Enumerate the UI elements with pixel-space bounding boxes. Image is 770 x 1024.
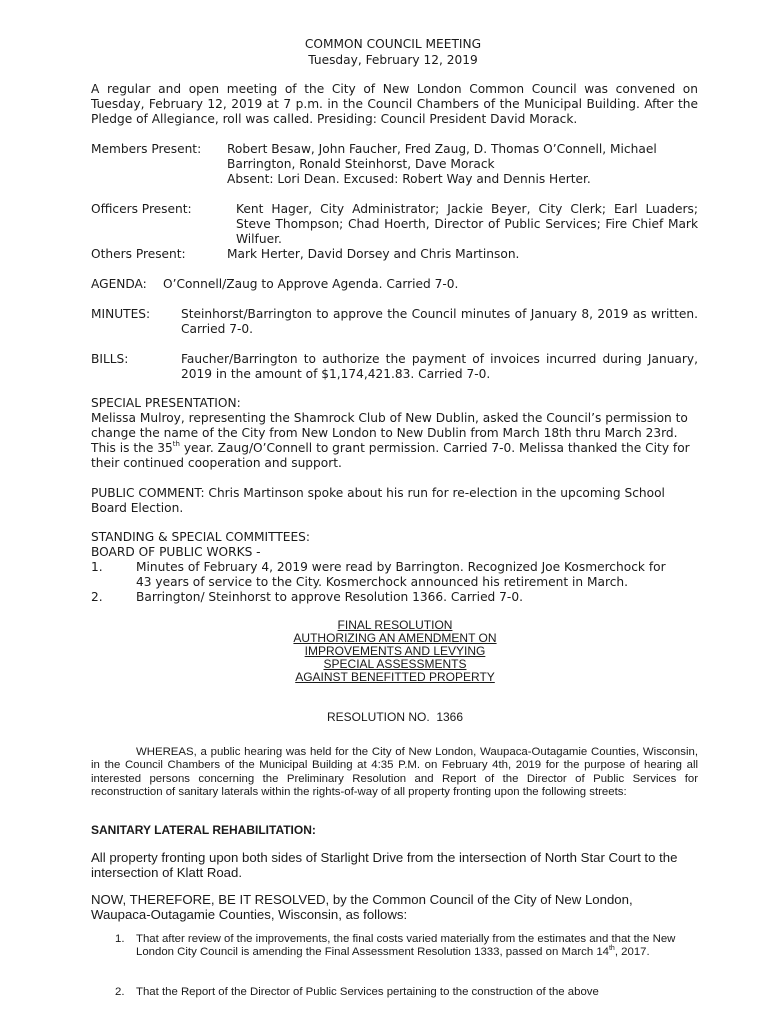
committee-item-2-text: Barrington/ Steinhorst to approve Resolution 1366. Carried 7-0. bbox=[136, 590, 523, 604]
absent-line: Absent: Lori Dean. Excused: Robert Way and Dennis Herter. bbox=[227, 172, 591, 186]
resolution-title-line: SPECIAL ASSESSMENTS bbox=[323, 657, 467, 671]
members-label: Members Present: bbox=[91, 142, 202, 156]
board-of-public-works: BOARD OF PUBLIC WORKS - bbox=[91, 545, 261, 559]
bills-label: BILLS: bbox=[91, 352, 129, 366]
intro-paragraph: A regular and open meeting of the City of New London Common Council was convened on Tuesday, February 12, 2019 at 7 p.m. in the Council Chambers of the Municipal Building. After the Pledge of Allegiance, roll was called. Presiding: Council President David Morack. bbox=[91, 82, 698, 126]
agenda-text: O’Connell/Zaug to Approve Agenda. Carried 7-0. bbox=[163, 277, 459, 291]
officers-label: Officers Present: bbox=[91, 202, 192, 216]
resolution-item-1-text: That after review of the improvements, the final costs varied materially from the estimates and that the New London City Council is amending the Final Assessment Resolution 1333, passed on March 14th, 2017. bbox=[136, 933, 676, 959]
resolution-title-line: FINAL RESOLUTION bbox=[337, 618, 453, 632]
members-line-2: Barrington, Ronald Steinhorst, Dave Morack bbox=[227, 157, 495, 171]
others-label: Others Present: bbox=[91, 247, 186, 261]
whereas-paragraph: WHEREAS, a public hearing was held for the City of New London, Waupaca-Outagamie Counties, Wisconsin, in the Council Chambers of the Municipal Building at 4:35 P.M. on February 4th, 2019 for the purpose of hearing all interested persons concerning the Preliminary Resolution and Report of the Director of Public Services for reconstruction of sanitary laterals within the rights-of-way of all property fronting upon the following streets: bbox=[91, 746, 698, 798]
resolution-number: RESOLUTION NO. 1366 bbox=[326, 710, 464, 724]
committee-item-2-number: 2. bbox=[91, 590, 103, 604]
meeting-date: Tuesday, February 12, 2019 bbox=[308, 53, 478, 67]
committee-item-1-text: Minutes of February 4, 2019 were read by Barrington. Recognized Joe Kosmerchock for 43 years of service to the City. Kosmerchock announced his retirement in March. bbox=[136, 560, 666, 589]
property-description: All property fronting upon both sides of Starlight Drive from the intersection of North Star Court to the intersection of Klatt Road. bbox=[91, 850, 678, 880]
resolution-title-line: AGAINST BENEFITTED PROPERTY bbox=[295, 670, 495, 684]
special-presentation-heading: SPECIAL PRESENTATION: bbox=[91, 396, 241, 410]
resolution-title-line: IMPROVEMENTS AND LEVYING bbox=[304, 644, 486, 658]
resolution-item-2-number: 2. bbox=[115, 986, 125, 998]
others-text: Mark Herter, David Dorsey and Chris Martinson. bbox=[227, 247, 520, 261]
minutes-label: MINUTES: bbox=[91, 307, 151, 321]
public-comment: PUBLIC COMMENT: Chris Martinson spoke about his run for re-election in the upcoming School Board Election. bbox=[91, 486, 665, 515]
committees-heading: STANDING & SPECIAL COMMITTEES: bbox=[91, 530, 311, 544]
meeting-title: COMMON COUNCIL MEETING bbox=[304, 37, 482, 51]
resolution-item-2-text: That the Report of the Director of Public Services pertaining to the construction of the above bbox=[136, 986, 599, 998]
resolution-title bbox=[245, 619, 545, 684]
resolution-title-line: AUTHORIZING AN AMENDMENT ON bbox=[293, 631, 497, 645]
resolved-paragraph: NOW, THEREFORE, BE IT RESOLVED, by the Common Council of the City of New London, Waupaca-Outagamie Counties, Wisconsin, as follows: bbox=[91, 892, 633, 922]
bills-text: Faucher/Barrington to authorize the payment of invoices incurred during January, 2019 in the amount of $1,174,421.83. Carried 7-0. bbox=[181, 352, 698, 381]
sanitary-heading: SANITARY LATERAL REHABILITATION: bbox=[91, 823, 316, 837]
agenda-label: AGENDA: bbox=[91, 277, 147, 291]
members-line-1: Robert Besaw, John Faucher, Fred Zaug, D. Thomas O’Connell, Michael bbox=[227, 142, 657, 156]
committee-item-1-number: 1. bbox=[91, 560, 103, 574]
resolution-item-1-number: 1. bbox=[115, 933, 125, 945]
special-presentation-text: Melissa Mulroy, representing the Shamrock Club of New Dublin, asked the Council’s permission to change the name of the City from New London to New Dublin from March 18th thru March 23rd. This is the 35th year. Zaug/O’Connell to grant permission. Carried 7-0. Melissa thanked the City for their continued cooperation and support. bbox=[91, 411, 690, 470]
officers-text: Kent Hager, City Administrator; Jackie Beyer, City Clerk; Earl Luaders; Steve Thompson; Chad Hoerth, Director of Public Services; Fire Chief Mark Wilfuer. bbox=[236, 202, 698, 246]
minutes-text: Steinhorst/Barrington to approve the Council minutes of January 8, 2019 as written. Carried 7-0. bbox=[181, 307, 698, 336]
